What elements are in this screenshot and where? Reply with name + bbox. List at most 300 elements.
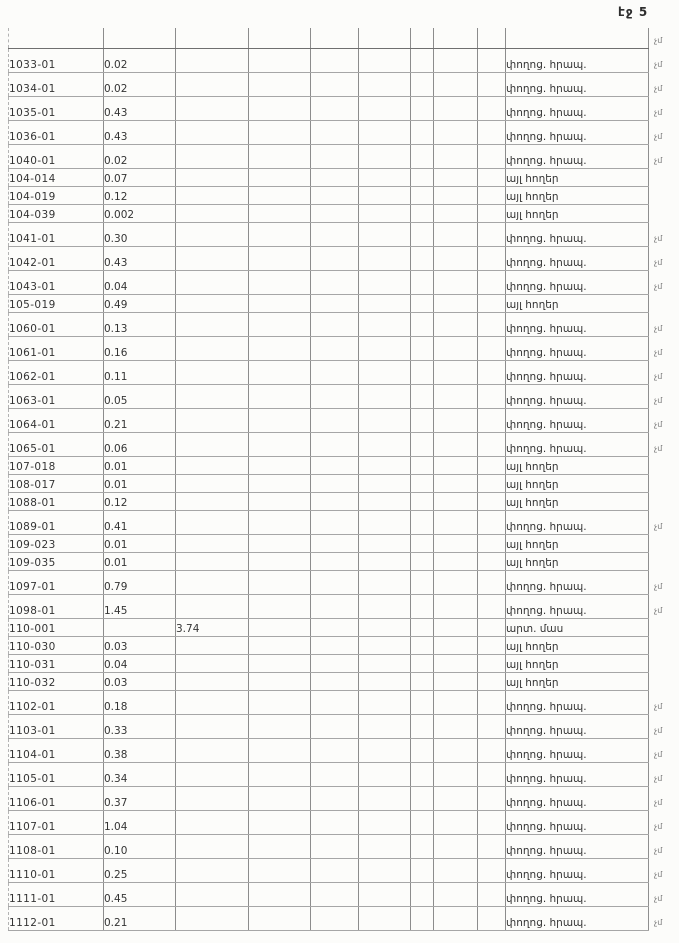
area-value2-cell bbox=[176, 48, 249, 72]
empty-cell bbox=[249, 618, 311, 636]
parcel-code-cell: 110-032 bbox=[9, 672, 104, 690]
empty-cell bbox=[478, 810, 506, 834]
empty-cell bbox=[478, 168, 506, 186]
area-value2-cell bbox=[176, 384, 249, 408]
area-value-cell: 0.43 bbox=[104, 120, 176, 144]
empty-cell bbox=[434, 312, 478, 336]
empty-cell bbox=[359, 186, 411, 204]
empty-cell bbox=[411, 384, 434, 408]
table-row bbox=[9, 432, 649, 456]
area-value-cell: 0.21 bbox=[104, 906, 176, 930]
land-type-cell: փողոց. հրապ. bbox=[506, 510, 649, 534]
table-row bbox=[9, 336, 649, 360]
table-row bbox=[9, 618, 649, 636]
land-type-cell: փողոց. հրապ. bbox=[506, 312, 649, 336]
margin-mark: չմ bbox=[654, 522, 663, 531]
land-type-cell: փողոց. հրապ. bbox=[506, 594, 649, 618]
table-row-empty bbox=[9, 28, 649, 48]
empty-cell bbox=[411, 714, 434, 738]
table-row bbox=[9, 474, 649, 492]
empty-cell bbox=[434, 594, 478, 618]
empty-cell bbox=[311, 858, 359, 882]
empty-cell bbox=[411, 882, 434, 906]
area-value2-cell bbox=[176, 186, 249, 204]
parcel-code-cell: 110-031 bbox=[9, 654, 104, 672]
land-type-cell: փողոց. հրապ. bbox=[506, 570, 649, 594]
empty-cell bbox=[249, 222, 311, 246]
land-type-cell: փողոց. հրապ. bbox=[506, 906, 649, 930]
area-value2-cell bbox=[176, 552, 249, 570]
empty-cell bbox=[434, 654, 478, 672]
margin-mark: չմ bbox=[654, 918, 663, 927]
table-row bbox=[9, 294, 649, 312]
area-value-cell: 0.30 bbox=[104, 222, 176, 246]
empty-cell bbox=[359, 810, 411, 834]
empty-cell bbox=[359, 834, 411, 858]
land-type-cell: փողոց. հրապ. bbox=[506, 738, 649, 762]
empty-cell bbox=[478, 312, 506, 336]
empty-cell bbox=[434, 492, 478, 510]
empty-cell bbox=[311, 570, 359, 594]
area-value2-cell bbox=[176, 882, 249, 906]
empty-cell bbox=[359, 552, 411, 570]
empty-cell bbox=[311, 762, 359, 786]
land-type-cell: փողոց. հրապ. bbox=[506, 714, 649, 738]
land-type-cell: փողոց. հրապ. bbox=[506, 48, 649, 72]
land-type-cell: փողոց. հրապ. bbox=[506, 384, 649, 408]
empty-cell bbox=[311, 636, 359, 654]
empty-cell bbox=[434, 738, 478, 762]
table-row bbox=[9, 96, 649, 120]
empty-cell bbox=[311, 336, 359, 360]
area-value-cell: 0.43 bbox=[104, 96, 176, 120]
area-value2-cell bbox=[176, 312, 249, 336]
margin-mark: չմ bbox=[654, 702, 663, 711]
table-row bbox=[9, 834, 649, 858]
land-type-cell: փողոց. հրապ. bbox=[506, 882, 649, 906]
area-value2-cell bbox=[176, 222, 249, 246]
area-value2-cell bbox=[176, 510, 249, 534]
area-value2-cell bbox=[176, 456, 249, 474]
empty-cell bbox=[411, 618, 434, 636]
records-table bbox=[8, 28, 649, 931]
empty-cell bbox=[249, 906, 311, 930]
empty-cell bbox=[434, 222, 478, 246]
area-value2-cell bbox=[176, 360, 249, 384]
empty-cell bbox=[411, 786, 434, 810]
area-value-cell: 0.02 bbox=[104, 72, 176, 96]
empty-cell bbox=[249, 510, 311, 534]
empty-cell bbox=[434, 432, 478, 456]
parcel-code-cell: 1042-01 bbox=[9, 246, 104, 270]
empty-cell bbox=[434, 534, 478, 552]
parcel-code-cell: 1062-01 bbox=[9, 360, 104, 384]
empty-cell bbox=[311, 120, 359, 144]
empty-cell bbox=[359, 474, 411, 492]
empty-cell bbox=[311, 432, 359, 456]
parcel-code-cell: 108-017 bbox=[9, 474, 104, 492]
empty-cell bbox=[311, 186, 359, 204]
empty-cell bbox=[311, 618, 359, 636]
empty-cell bbox=[311, 294, 359, 312]
empty-cell bbox=[311, 48, 359, 72]
margin-mark: չմ bbox=[654, 258, 663, 267]
parcel-code-cell: 1108-01 bbox=[9, 834, 104, 858]
parcel-code-cell: 1043-01 bbox=[9, 270, 104, 294]
table-row bbox=[9, 360, 649, 384]
area-value-cell: 0.01 bbox=[104, 534, 176, 552]
empty-cell bbox=[359, 510, 411, 534]
margin-mark: չմ bbox=[654, 132, 663, 141]
empty-cell bbox=[311, 534, 359, 552]
empty-cell bbox=[359, 384, 411, 408]
empty-cell bbox=[411, 456, 434, 474]
table-row bbox=[9, 672, 649, 690]
area-value-cell: 0.01 bbox=[104, 474, 176, 492]
parcel-code-cell: 1112-01 bbox=[9, 906, 104, 930]
empty-cell bbox=[434, 294, 478, 312]
empty-cell bbox=[249, 492, 311, 510]
land-type-cell: այլ հողեր bbox=[506, 636, 649, 654]
land-type-cell: այլ հողեր bbox=[506, 672, 649, 690]
area-value-cell: 0.79 bbox=[104, 570, 176, 594]
empty-cell bbox=[359, 534, 411, 552]
table-row bbox=[9, 786, 649, 810]
empty-cell bbox=[249, 120, 311, 144]
parcel-code-cell: 1065-01 bbox=[9, 432, 104, 456]
area-value2-cell bbox=[176, 672, 249, 690]
empty-cell bbox=[411, 186, 434, 204]
area-value2-cell bbox=[176, 762, 249, 786]
empty-cell bbox=[411, 204, 434, 222]
area-value-cell: 0.49 bbox=[104, 294, 176, 312]
land-type-cell: փողոց. հրապ. bbox=[506, 690, 649, 714]
area-value2-cell bbox=[176, 294, 249, 312]
area-value2-cell bbox=[176, 594, 249, 618]
land-type-cell: փողոց. հրապ. bbox=[506, 762, 649, 786]
margin-mark: չմ bbox=[654, 156, 663, 165]
margin-mark: չմ bbox=[654, 870, 663, 879]
empty-cell bbox=[411, 294, 434, 312]
empty-cell bbox=[411, 834, 434, 858]
area-value2-cell bbox=[176, 834, 249, 858]
land-type-cell: փողոց. հրապ. bbox=[506, 120, 649, 144]
empty-cell bbox=[478, 120, 506, 144]
table-row bbox=[9, 222, 649, 246]
empty-cell bbox=[411, 312, 434, 336]
empty-cell bbox=[311, 906, 359, 930]
land-type-cell: փողոց. հրապ. bbox=[506, 810, 649, 834]
land-type-cell: փողոց. հրապ. bbox=[506, 72, 649, 96]
area-value2-cell bbox=[176, 72, 249, 96]
area-value2-cell bbox=[176, 120, 249, 144]
empty-cell bbox=[478, 882, 506, 906]
empty-cell bbox=[311, 222, 359, 246]
empty-cell bbox=[478, 336, 506, 360]
land-type-cell: այլ հողեր bbox=[506, 534, 649, 552]
parcel-code-cell: 1110-01 bbox=[9, 858, 104, 882]
area-value-cell: 0.02 bbox=[104, 48, 176, 72]
empty-cell bbox=[434, 834, 478, 858]
area-value2-cell bbox=[176, 570, 249, 594]
empty-cell bbox=[249, 312, 311, 336]
empty-cell bbox=[411, 672, 434, 690]
table-row bbox=[9, 858, 649, 882]
area-value-cell: 0.25 bbox=[104, 858, 176, 882]
empty-cell bbox=[411, 858, 434, 882]
empty-cell bbox=[249, 474, 311, 492]
parcel-code-cell: 1103-01 bbox=[9, 714, 104, 738]
parcel-code-cell: 1060-01 bbox=[9, 312, 104, 336]
empty-cell bbox=[311, 654, 359, 672]
empty-cell bbox=[411, 534, 434, 552]
land-type-cell: այլ հողեր bbox=[506, 654, 649, 672]
area-value-cell: 0.06 bbox=[104, 432, 176, 456]
empty-cell bbox=[311, 360, 359, 384]
empty-cell bbox=[249, 144, 311, 168]
area-value-cell: 1.04 bbox=[104, 810, 176, 834]
area-value2-cell bbox=[176, 492, 249, 510]
table-row bbox=[9, 144, 649, 168]
empty-cell bbox=[359, 858, 411, 882]
empty-cell bbox=[434, 474, 478, 492]
area-value2-cell bbox=[176, 786, 249, 810]
area-value-cell: 0.13 bbox=[104, 312, 176, 336]
empty-cell bbox=[311, 270, 359, 294]
empty-cell bbox=[411, 636, 434, 654]
land-type-cell: արտ. մաս bbox=[506, 618, 649, 636]
area-value2-cell bbox=[176, 810, 249, 834]
margin-mark: չմ bbox=[654, 444, 663, 453]
parcel-code-cell: 107-018 bbox=[9, 456, 104, 474]
empty-cell bbox=[311, 834, 359, 858]
table-row bbox=[9, 636, 649, 654]
margin-mark: չմ bbox=[654, 846, 663, 855]
empty-cell bbox=[311, 474, 359, 492]
empty-cell bbox=[478, 594, 506, 618]
empty-cell bbox=[311, 384, 359, 408]
table-row bbox=[9, 120, 649, 144]
empty-cell bbox=[359, 270, 411, 294]
empty-cell bbox=[249, 636, 311, 654]
empty-cell bbox=[411, 762, 434, 786]
empty-cell bbox=[249, 204, 311, 222]
area-value-cell bbox=[104, 618, 176, 636]
page-number: էջ 5 bbox=[618, 5, 649, 19]
empty-cell bbox=[434, 48, 478, 72]
empty-cell bbox=[411, 28, 434, 48]
empty-cell bbox=[434, 204, 478, 222]
empty-cell bbox=[311, 456, 359, 474]
empty-cell bbox=[411, 96, 434, 120]
empty-cell bbox=[478, 552, 506, 570]
empty-cell bbox=[249, 858, 311, 882]
empty-cell bbox=[359, 204, 411, 222]
margin-mark: չմ bbox=[654, 606, 663, 615]
empty-cell bbox=[411, 594, 434, 618]
area-value2-cell bbox=[176, 408, 249, 432]
empty-cell bbox=[311, 492, 359, 510]
parcel-code-cell: 109-023 bbox=[9, 534, 104, 552]
area-value-cell: 0.18 bbox=[104, 690, 176, 714]
area-value-cell: 0.12 bbox=[104, 186, 176, 204]
empty-cell bbox=[249, 360, 311, 384]
empty-cell bbox=[359, 120, 411, 144]
land-type-cell: փողոց. հրապ. bbox=[506, 408, 649, 432]
empty-cell bbox=[411, 168, 434, 186]
area-value2-cell bbox=[176, 336, 249, 360]
empty-cell bbox=[311, 810, 359, 834]
empty-cell bbox=[359, 312, 411, 336]
table-row bbox=[9, 270, 649, 294]
parcel-code-cell: 110-030 bbox=[9, 636, 104, 654]
empty-cell bbox=[478, 144, 506, 168]
area-value-cell: 0.38 bbox=[104, 738, 176, 762]
table-row bbox=[9, 48, 649, 72]
empty-cell bbox=[411, 570, 434, 594]
empty-cell bbox=[411, 474, 434, 492]
empty-cell bbox=[434, 408, 478, 432]
empty-cell bbox=[249, 48, 311, 72]
empty-cell bbox=[434, 786, 478, 810]
empty-cell bbox=[434, 570, 478, 594]
empty-cell bbox=[311, 72, 359, 96]
empty-cell bbox=[249, 384, 311, 408]
empty-cell bbox=[434, 810, 478, 834]
empty-cell bbox=[478, 432, 506, 456]
margin-mark: չմ bbox=[654, 372, 663, 381]
empty-cell bbox=[311, 786, 359, 810]
empty-cell bbox=[359, 222, 411, 246]
empty-cell bbox=[478, 408, 506, 432]
area-value-cell: 0.04 bbox=[104, 270, 176, 294]
margin-mark: չմ bbox=[654, 822, 663, 831]
empty-cell bbox=[359, 594, 411, 618]
empty-cell bbox=[359, 246, 411, 270]
empty-cell bbox=[311, 552, 359, 570]
area-value2-cell bbox=[176, 474, 249, 492]
table-row bbox=[9, 408, 649, 432]
parcel-code-cell: 1040-01 bbox=[9, 144, 104, 168]
empty-cell bbox=[478, 570, 506, 594]
empty-cell bbox=[176, 28, 249, 48]
margin-mark: չմ bbox=[654, 750, 663, 759]
land-type-cell: փողոց. հրապ. bbox=[506, 96, 649, 120]
table-row bbox=[9, 510, 649, 534]
empty-cell bbox=[249, 168, 311, 186]
empty-cell bbox=[434, 120, 478, 144]
land-type-cell: փողոց. հրապ. bbox=[506, 246, 649, 270]
land-type-cell: փողոց. հրապ. bbox=[506, 858, 649, 882]
empty-cell bbox=[249, 72, 311, 96]
empty-cell bbox=[359, 882, 411, 906]
table-row bbox=[9, 72, 649, 96]
empty-cell bbox=[359, 786, 411, 810]
table-row bbox=[9, 882, 649, 906]
empty-cell bbox=[434, 714, 478, 738]
empty-cell bbox=[411, 738, 434, 762]
empty-cell bbox=[478, 204, 506, 222]
empty-cell bbox=[411, 336, 434, 360]
empty-cell bbox=[434, 360, 478, 384]
table-row bbox=[9, 654, 649, 672]
margin-mark: չմ bbox=[654, 420, 663, 429]
empty-cell bbox=[478, 672, 506, 690]
area-value-cell: 0.33 bbox=[104, 714, 176, 738]
empty-cell bbox=[249, 570, 311, 594]
records-table-body bbox=[9, 28, 649, 930]
empty-cell bbox=[249, 246, 311, 270]
empty-cell bbox=[478, 222, 506, 246]
empty-cell bbox=[411, 654, 434, 672]
margin-mark: չմ bbox=[654, 396, 663, 405]
table-row bbox=[9, 810, 649, 834]
empty-cell bbox=[249, 594, 311, 618]
empty-cell bbox=[434, 690, 478, 714]
parcel-code-cell: 1097-01 bbox=[9, 570, 104, 594]
empty-cell bbox=[411, 810, 434, 834]
area-value-cell: 0.03 bbox=[104, 636, 176, 654]
empty-cell bbox=[311, 96, 359, 120]
empty-cell bbox=[434, 168, 478, 186]
land-type-cell: փողոց. հրապ. bbox=[506, 222, 649, 246]
area-value2-cell bbox=[176, 432, 249, 456]
empty-cell bbox=[478, 510, 506, 534]
empty-cell bbox=[311, 594, 359, 618]
area-value2-cell bbox=[176, 144, 249, 168]
parcel-code-cell: 1089-01 bbox=[9, 510, 104, 534]
empty-cell bbox=[478, 762, 506, 786]
table-row bbox=[9, 570, 649, 594]
empty-cell bbox=[249, 672, 311, 690]
area-value2-cell bbox=[176, 204, 249, 222]
parcel-code-cell: 104-039 bbox=[9, 204, 104, 222]
empty-cell bbox=[478, 48, 506, 72]
area-value-cell: 0.02 bbox=[104, 144, 176, 168]
margin-mark: չմ bbox=[654, 726, 663, 735]
empty-cell bbox=[434, 672, 478, 690]
area-value2-cell bbox=[176, 738, 249, 762]
empty-cell bbox=[478, 618, 506, 636]
empty-cell bbox=[311, 28, 359, 48]
empty-cell bbox=[359, 636, 411, 654]
area-value2-cell: 3.74 bbox=[176, 618, 249, 636]
empty-cell bbox=[434, 906, 478, 930]
empty-cell bbox=[478, 654, 506, 672]
empty-cell bbox=[359, 168, 411, 186]
area-value-cell: 0.34 bbox=[104, 762, 176, 786]
table-row bbox=[9, 492, 649, 510]
table-row bbox=[9, 186, 649, 204]
land-type-cell: այլ հողեր bbox=[506, 474, 649, 492]
empty-cell bbox=[311, 312, 359, 336]
parcel-code-cell: 1107-01 bbox=[9, 810, 104, 834]
area-value2-cell bbox=[176, 96, 249, 120]
parcel-code-cell: 110-001 bbox=[9, 618, 104, 636]
area-value2-cell bbox=[176, 714, 249, 738]
empty-cell bbox=[359, 432, 411, 456]
parcel-code-cell: 105-019 bbox=[9, 294, 104, 312]
table-row bbox=[9, 534, 649, 552]
empty-cell bbox=[478, 96, 506, 120]
empty-cell bbox=[311, 246, 359, 270]
empty-cell bbox=[249, 28, 311, 48]
empty-cell bbox=[434, 510, 478, 534]
table-row bbox=[9, 906, 649, 930]
area-value-cell: 0.05 bbox=[104, 384, 176, 408]
parcel-code-cell: 1034-01 bbox=[9, 72, 104, 96]
parcel-code-cell: 1063-01 bbox=[9, 384, 104, 408]
